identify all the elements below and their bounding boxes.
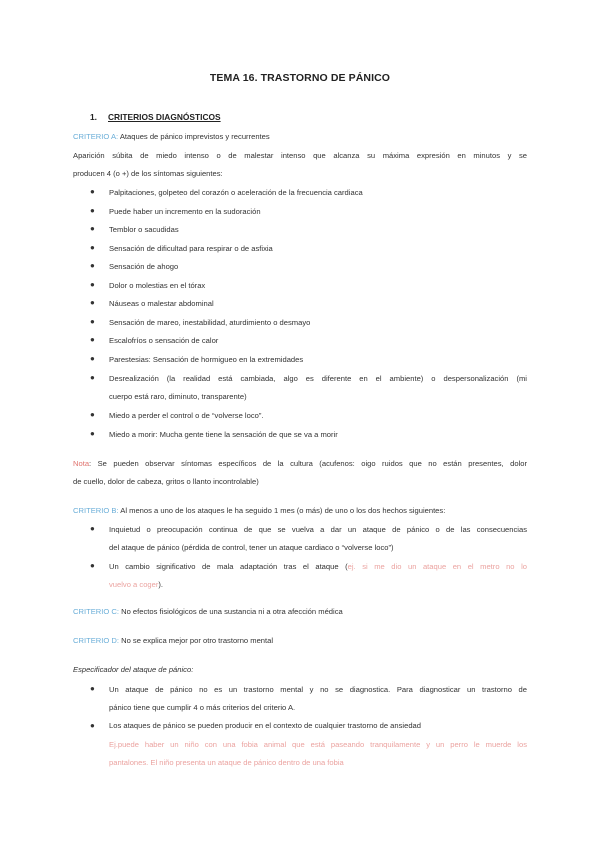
criterio-b-item-1: Inquietud o preocupación continua de que se vuelva a dar un ataque de pánico o de las consecuencias: [109, 525, 527, 534]
symptom-item: Palpitaciones, golpeteo del corazón o aceleración de la frecuencia cardiaca: [109, 188, 363, 197]
bullet-icon: ●: [90, 243, 95, 252]
criterio-b-line: [73, 506, 445, 516]
criterio-b-item-2-continued: [109, 580, 163, 590]
especificador-example-1: Ej.puede haber un niño con una fobia animal que está paseando tranquilamente y un perro le muerde los: [109, 740, 527, 749]
especificador-item-1: Un ataque de pánico no es un trastorno mental y no se diagnostica. Para diagnosticar un trastorno de: [109, 685, 527, 694]
criterio-b-item-1-continued: del ataque de pánico (pérdida de control, tener un ataque cardiaco o “volverse loco”): [109, 543, 394, 552]
especificador-item-2: Los ataques de pánico se pueden producir en el contexto de cualquier trastorno de ansiedad: [109, 721, 421, 730]
criterio-d-label: CRITERIO D:: [73, 636, 119, 645]
symptom-item: Puede haber un incremento en la sudoración: [109, 207, 261, 216]
nota-label: Nota: [73, 459, 90, 468]
bullet-icon: ●: [90, 524, 95, 533]
symptom-item: Sensación de mareo, inestabilidad, aturdimiento o desmayo: [109, 318, 311, 327]
section-heading: [90, 112, 221, 122]
criterio-c-line: [73, 607, 343, 617]
nota-line-2: de cuello, dolor de cabeza, gritos o llanto incontrolable): [73, 477, 259, 486]
symptom-item: Miedo a morir: Mucha gente tiene la sensación de que se va a morir: [109, 430, 338, 439]
symptom-item: Miedo a perder el control o de “volverse loco”.: [109, 411, 264, 420]
bullet-icon: ●: [90, 721, 95, 730]
criterio-b-text: Al menos a uno de los ataques le ha seguido 1 mes (o más) de uno o los dos hechos siguientes:: [118, 506, 446, 515]
bullet-icon: ●: [90, 280, 95, 289]
criterio-b-item-2-end: ).: [158, 580, 164, 589]
criterio-c-text: No efectos fisiológicos de una sustancia ni a otra afección médica: [119, 607, 343, 616]
criterio-b-item-2: [109, 562, 527, 572]
nota-text: : Se pueden observar síntomas específicos de la cultura (acufenos: oigo ruidos que no están presentes, dolor: [89, 459, 527, 468]
bullet-icon: ●: [90, 410, 95, 419]
symptom-item: Náuseas o malestar abdominal: [109, 299, 214, 308]
especificador-example-2: pantalones. El niño presenta un ataque de pánico dentro de una fobia: [109, 758, 344, 767]
especificador-item-1-continued: pánico tiene que cumplir 4 o más criterios del criterio A.: [109, 703, 296, 712]
criterio-a-desc-1: Aparición súbita de miedo intenso o de malestar intenso que alcanza su máxima expresión en minutos y se: [73, 151, 527, 160]
bullet-icon: ●: [90, 187, 95, 196]
symptom-item: Parestesias: Sensación de hormigueo en la extremidades: [109, 355, 304, 364]
criterio-d-line: [73, 636, 273, 646]
criterio-a-label: CRITERIO A:: [73, 132, 119, 141]
bullet-icon: ●: [90, 335, 95, 344]
symptom-item: Dolor o molestias en el tórax: [109, 281, 206, 290]
bullet-icon: ●: [90, 261, 95, 270]
criterio-b-label: CRITERIO B:: [73, 506, 119, 515]
criterio-b-example: ej. si me dio un ataque en el metro no lo: [347, 562, 527, 571]
symptom-item: Temblor o sacudidas: [109, 225, 179, 234]
bullet-icon: ●: [90, 684, 95, 693]
symptom-item: Escalofríos o sensación de calor: [109, 336, 219, 345]
symptom-item: Sensación de dificultad para respirar o de asfixia: [109, 244, 273, 253]
criterio-b-example-cont: vuelvo a coger: [109, 580, 159, 589]
bullet-icon: ●: [90, 206, 95, 215]
bullet-icon: ●: [90, 429, 95, 438]
symptom-item-continued: cuerpo está raro, diminuto, transparente): [109, 392, 247, 401]
section-heading-text: CRITERIOS DIAGNÓSTICOS: [108, 112, 221, 122]
bullet-icon: ●: [90, 317, 95, 326]
criterio-d-text: No se explica mejor por otro trastorno mental: [119, 636, 274, 645]
bullet-icon: ●: [90, 224, 95, 233]
bullet-icon: ●: [90, 354, 95, 363]
section-number: 1.: [90, 112, 97, 122]
bullet-icon: ●: [90, 298, 95, 307]
criterio-a-desc-2: producen 4 (o +) de los síntomas siguientes:: [73, 169, 223, 178]
criterio-a-text: Ataques de pánico imprevistos y recurrentes: [118, 132, 270, 141]
criterio-b-item-2-text: Un cambio significativo de mala adaptación tras el ataque (: [109, 562, 348, 571]
symptom-item: Sensación de ahogo: [109, 262, 179, 271]
bullet-icon: ●: [90, 373, 95, 382]
symptom-item: Desrealización (la realidad está cambiada, algo es diferente en el ambiente) o despersonalización (mi: [109, 374, 527, 383]
especificador-heading: Especificador del ataque de pánico:: [73, 665, 194, 674]
page-title: TEMA 16. TRASTORNO DE PÁNICO: [209, 72, 391, 84]
criterio-c-label: CRITERIO C:: [73, 607, 119, 616]
nota-line-1: [73, 459, 527, 469]
bullet-icon: ●: [90, 561, 95, 570]
criterio-a-line: [73, 132, 270, 142]
